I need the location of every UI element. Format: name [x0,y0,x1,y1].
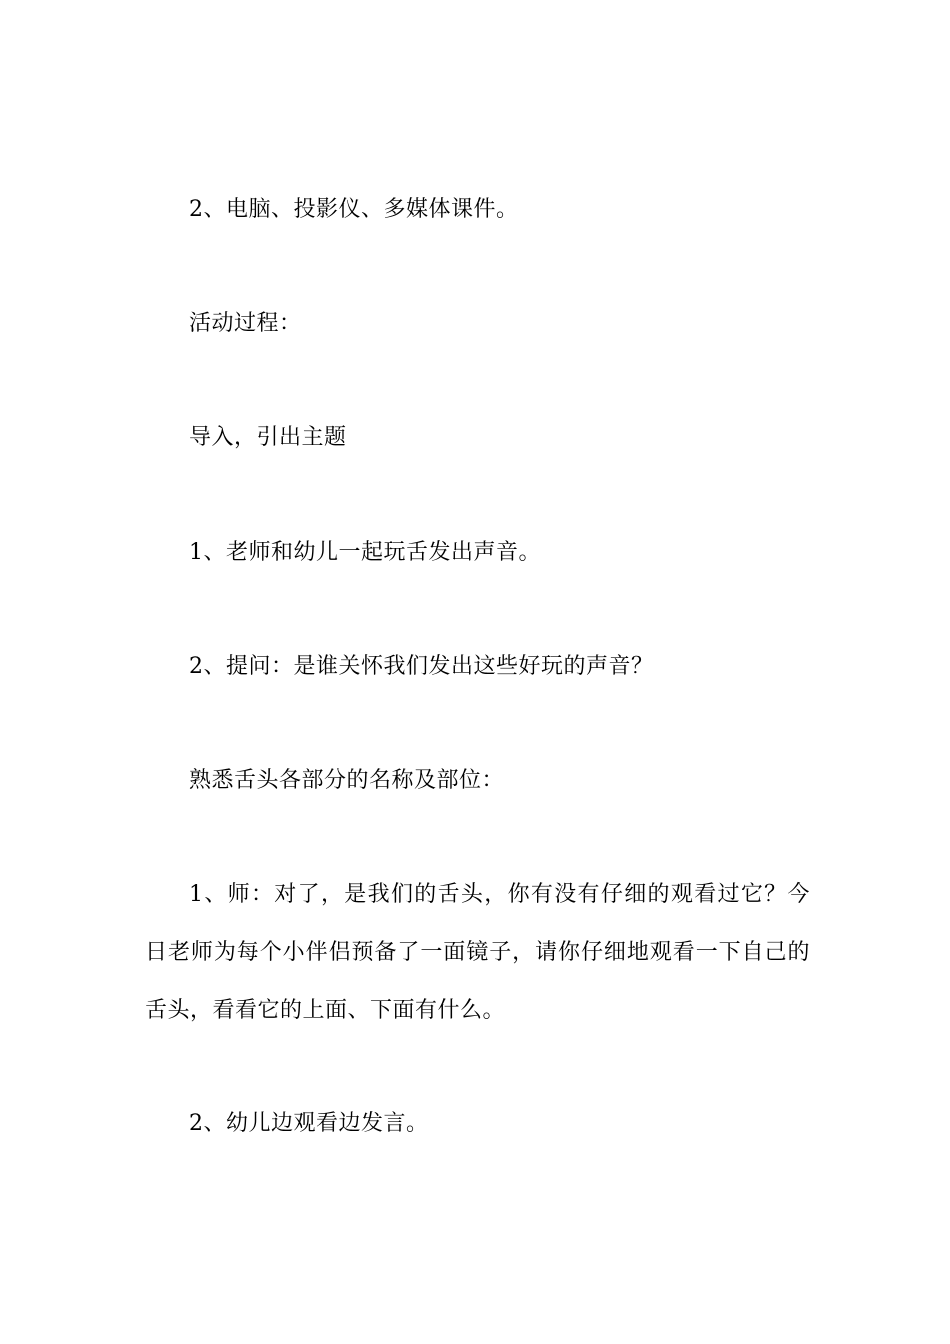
paragraph-activity-process-heading: 活动过程： [189,311,302,336]
paragraph-tongue-step-1: 1、师：对了，是我们的舌头，你有没有仔细的观看过它？今日老师为每个小伴侣预备了一面镜子，请你仔细地观看一下自己的舌头，看看它的上面、下面有什么。 [145,882,810,1023]
paragraph-intro-step-1: 1、老师和幼儿一起玩舌发出声音。 [189,540,541,565]
paragraph-tongue-parts-heading: 熟悉舌头各部分的名称及部位： [189,768,505,793]
paragraph-tongue-step-2: 2、幼儿边观看边发言。 [189,1111,429,1136]
paragraph-introduction-heading: 导入，引出主题 [189,425,347,450]
paragraph-materials-2: 2、电脑、投影仪、多媒体课件。 [189,197,519,222]
paragraph-intro-step-2: 2、提问：是谁关怀我们发出这些好玩的声音？ [189,654,654,679]
